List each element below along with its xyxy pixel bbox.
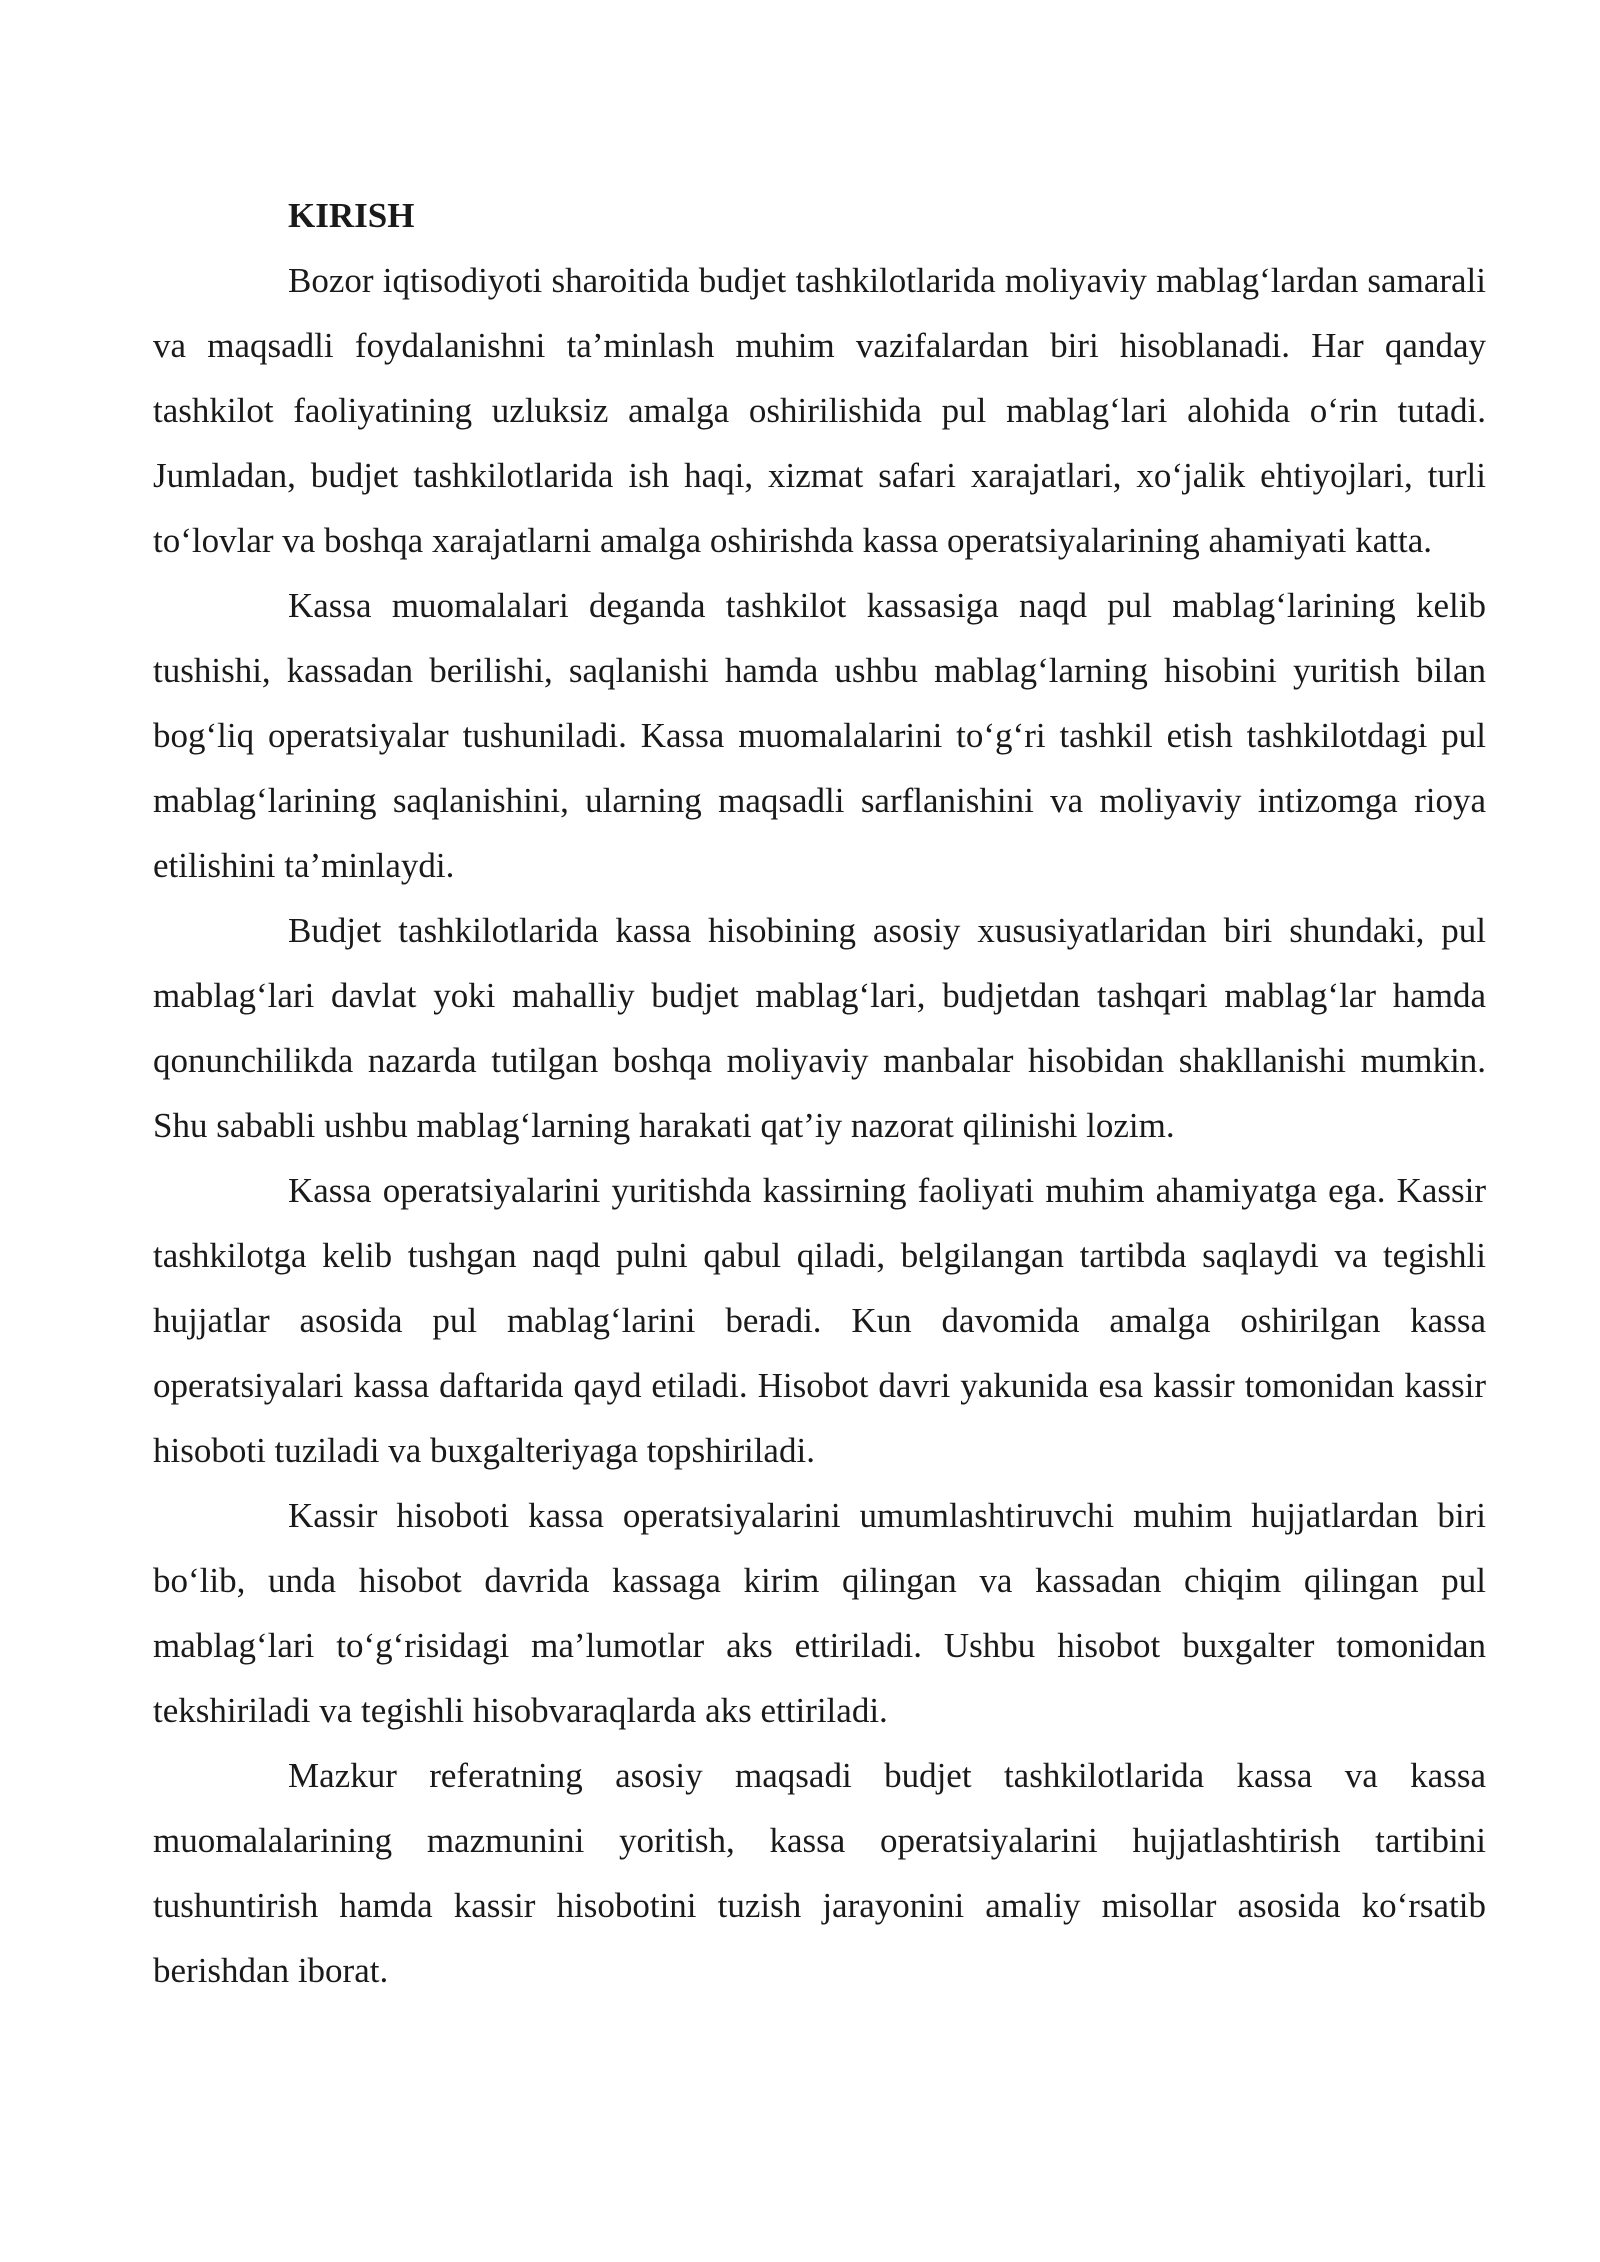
paragraph-1: Bozor iqtisodiyoti sharoitida budjet tashkilotlarida moliyaviy mablag‘lardan samarali va maqsadli foydalanishni ta’minlash muhim vazifalardan biri hisoblanadi. Har qanday tashkilot faoliyatining uzluksiz amalga oshirilishida pul mablag‘lari alohida o‘rin tutadi. Jumladan, budjet tashkilotlarida ish haqi, xizmat safari xarajatlari, xo‘jalik ehtiyojlari, turli to‘lovlar va boshqa xarajatlarni amalga oshirishda kassa operatsiyalarining ahamiyati katta. <box>153 261 1486 560</box>
paragraph-2: Kassa muomalalari deganda tashkilot kassasiga naqd pul mablag‘larining kelib tushishi, kassadan berilishi, saqlanishi hamda ushbu mablag‘larning hisobini yuritish bilan bog‘liq operatsiyalar tushuniladi. Kassa muomalalarini to‘g‘ri tashkil etish tashkilotdagi pul mablag‘larining saqlanishini, ularning maqsadli sarflanishini va moliyaviy intizomga rioya etilishini ta’minlaydi. <box>153 586 1486 885</box>
section-heading: KIRISH <box>288 196 415 235</box>
paragraph-4: Kassa operatsiyalarini yuritishda kassirning faoliyati muhim ahamiyatga ega. Kassir tashkilotga kelib tushgan naqd pulni qabul qiladi, belgilangan tartibda saqlaydi va tegishli hujjatlar asosida pul mablag‘larini beradi. Kun davomida amalga oshirilgan kassa operatsiyalari kassa daftarida qayd etiladi. Hisobot davri yakunida esa kassir tomonidan kassir hisoboti tuziladi va buxgalteriyaga topshiriladi. <box>153 1171 1486 1470</box>
paragraph-3: Budjet tashkilotlarida kassa hisobining asosiy xususiyatlaridan biri shundaki, pul mablag‘lari davlat yoki mahalliy budjet mablag‘lari, budjetdan tashqari mablag‘lar hamda qonunchilikda nazarda tutilgan boshqa moliyaviy manbalar hisobidan shakllanishi mumkin. Shu sababli ushbu mablag‘larning harakati qat’iy nazorat qilinishi lozim. <box>153 911 1486 1145</box>
document-page <box>153 183 1486 2003</box>
paragraph-5: Kassir hisoboti kassa operatsiyalarini umumlashtiruvchi muhim hujjatlardan biri bo‘lib, unda hisobot davrida kassaga kirim qilingan va kassadan chiqim qilingan pul mablag‘lari to‘g‘risidagi ma’lumotlar aks ettiriladi. Ushbu hisobot buxgalter tomonidan tekshiriladi va tegishli hisobvaraqlarda aks ettiriladi. <box>153 1496 1486 1730</box>
paragraph-6: Mazkur referatning asosiy maqsadi budjet tashkilotlarida kassa va kassa muomalalarining mazmunini yoritish, kassa operatsiyalarini hujjatlashtirish tartibini tushuntirish hamda kassir hisobotini tuzish jarayonini amaliy misollar asosida ko‘rsatib berishdan iborat. <box>153 1756 1486 1990</box>
